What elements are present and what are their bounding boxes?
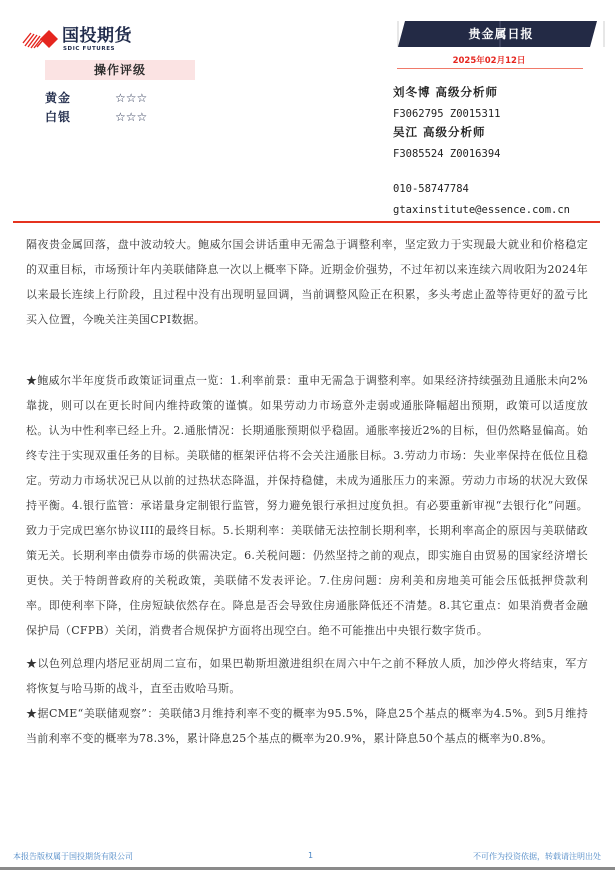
analyst-codes: F3085524 Z0016394 bbox=[393, 148, 501, 160]
report-banner bbox=[397, 21, 605, 47]
footer-copyright: 本报告版权属于国投期货有限公司 bbox=[13, 852, 133, 861]
report-title: 贵金属日报 bbox=[468, 27, 534, 41]
contact-email[interactable]: gtaxinstitute@essence.com.cn bbox=[393, 204, 571, 216]
analyst-name: 吴江 高级分析师 bbox=[393, 125, 486, 139]
page-number: 1 bbox=[308, 851, 314, 860]
date-underline bbox=[397, 68, 583, 69]
logo-mark-icon bbox=[22, 29, 58, 49]
metal-label: 黄金 bbox=[45, 91, 72, 105]
company-logo bbox=[22, 27, 162, 53]
logo-name-en: SDIC FUTURES bbox=[63, 46, 116, 52]
star-rating-icon: ☆☆☆ bbox=[115, 110, 148, 124]
rating-row-gold bbox=[45, 89, 195, 107]
metal-label: 白银 bbox=[45, 110, 72, 124]
paragraph-powell-testimony: ★鲍威尔半年度货币政策证词重点一览：1.利率前景：重申无需急于调整利率。如果经济持续强劲且通胀未向2%靠拢，则可以在更长时间内维持政策的谨慎。如果劳动力市场意外走弱或通胀降幅超出预期，政策可以适度放松。认为中性利率已经上升。2.通胀情况：长期通胀预期似乎稳固。通胀率接近2%的目标，但仍然略显偏高。始终专注于实现双重任务的目标。美联储的框架评估将不会关注通胀目标。3.劳动力市场：失业率保持在低位且稳定。劳动力市场状况已从以前的过热状态降温，并保持稳健，未成为通胀压力的来源。劳动力市场的状况大致保持平衡。4.银行监管：承诺量身定制银行监管，努力避免银行承担过度负担。有必要重新审视“去银行化”问题。致力于完成巴塞尔协议III的最终目标。5.长期利率：美联储无法控制长期利率，长期利率高企的原因与美联储政策无关。长期利率由债券市场的供需决定。6.关税问题：仍然坚持之前的观点，即实施自由贸易的国家经济增长更快。关于特朗普政府的关税政策，美联储不发表评论。7.住房问题：房利美和房地美可能会压低抵押贷款利率。即使利率下降，住房短缺依然存在。降息是否会导致住房通胀降低还不清楚。8.其它重点：如果消费者金融保护局（CFPB）关闭，消费者合规保护方面将出现空白。绝不可能推出中央银行数字货币。 bbox=[26, 374, 588, 637]
star-rating-icon: ☆☆☆ bbox=[115, 91, 148, 105]
paragraph-israel-news: ★以色列总理内塔尼亚胡周二宣布，如果巴勒斯坦激进组织在周六中午之前不释放人质，加沙停火将结束，军方将恢复与哈马斯的战斗，直至击败哈马斯。 bbox=[26, 657, 588, 695]
footer-disclaimer: 不可作为投资依据，转载请注明出处 bbox=[473, 852, 601, 861]
rating-row-silver bbox=[45, 108, 195, 126]
analyst-codes: F3062795 Z0015311 bbox=[393, 108, 501, 120]
header-divider bbox=[13, 221, 600, 223]
report-date: 2025年02月12日 bbox=[452, 56, 526, 66]
rating-title: 操作评级 bbox=[45, 60, 195, 80]
paragraph-cme-fedwatch: ★据CME“美联储观察”：美联储3月维持利率不变的概率为95.5%，降息25个基点的概率为4.5%。到5月维持当前利率不变的概率为78.3%，累计降息25个基点的概率为20.9%，累计降息50个基点的概率为0.8%。 bbox=[26, 707, 588, 745]
contact-phone: 010-58747784 bbox=[393, 183, 469, 195]
logo-name-cn: 国投期货 bbox=[62, 26, 132, 46]
analyst-name: 刘冬博 高级分析师 bbox=[393, 85, 499, 99]
paragraph-summary: 隔夜贵金属回落，盘中波动较大。鲍威尔国会讲话重申无需急于调整利率，坚定致力于实现最大就业和价格稳定的双重目标，市场预计年内美联储降息一次以上概率下降。近期金价强势，不过年初以来连续六周收阳为2024年以来最长连续上行阶段，且过程中没有出现明显回调，当前调整风险正在积累，多头考虑止盈等待更好的盈亏比买入位置，今晚关注美国CPI数据。 bbox=[26, 238, 588, 326]
